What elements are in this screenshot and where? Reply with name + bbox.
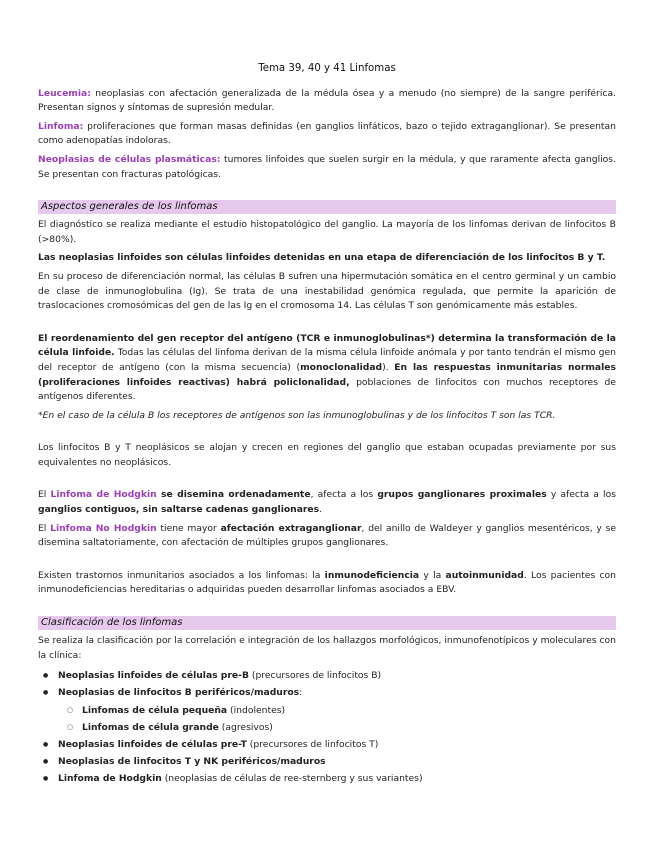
list-item [38, 770, 616, 787]
section-heading-aspectos: Aspectos generales de los linfomas [38, 200, 616, 214]
paragraph-reordenamiento [38, 332, 616, 405]
paragraph-hodgkin [38, 488, 616, 517]
list-item-text: : [299, 687, 303, 699]
list-item-text: (neoplasias de células de ree-sternberg y sus variantes) [161, 773, 423, 785]
list-item-bold: Linfomas de célula grande [82, 721, 219, 733]
text-span: . Los pacientes con inmunodeficiencias hereditarias o adquiridas pueden desarrollar linfomas asociados a EBV. [38, 569, 616, 596]
list-item-text: (agresivos) [218, 721, 273, 733]
text-span: ). [382, 361, 395, 373]
list-item-text: (precursores de linfocitos T) [246, 739, 379, 751]
text-span: . [319, 504, 323, 516]
text-span: y la [419, 569, 446, 581]
bold-span: se disemina ordenadamente [156, 489, 311, 501]
bold-statement: Las neoplasias linfoides son células linfoides detenidas en una etapa de diferenciación de los linfocitos B y T. [38, 252, 606, 264]
footnote: *En el caso de la célula B los receptores de antígenos son las inmunoglobulinas y de los linfocitos T son las TCR. [38, 409, 556, 421]
list-item-bold: Linfoma de Hodgkin [58, 773, 162, 785]
text-span: poblaciones de linfocitos con muchos receptores de antígenos diferentes. [38, 376, 616, 403]
list-item-bold: Neoplasias linfoides de células pre-B [58, 670, 249, 682]
bold-span: afectación extraganglionar [220, 522, 362, 534]
list-item-bold: Linfomas de célula pequeña [82, 704, 228, 716]
text-span: El [38, 522, 51, 534]
text-span: , afecta a los [310, 489, 378, 501]
paragraph-trastornos [38, 569, 616, 598]
term-plasmaticas: Neoplasias de células plasmáticas: [38, 153, 221, 165]
bold-inmunodeficiencia: inmunodeficiencia [324, 569, 420, 581]
text-span: El [38, 489, 51, 501]
paragraph-no-hodgkin [38, 522, 616, 551]
list-subitem [38, 719, 616, 736]
text-span: , del anillo de Waldeyer y ganglios mesentéricos, y se disemina saltatoriamente, con afectación de múltiples grupos ganglionares. [38, 522, 617, 549]
page-title: Tema 39, 40 y 41 Linfomas [258, 63, 396, 74]
text-span: y afecta a los [546, 489, 616, 501]
list-item-text: (indolentes) [227, 704, 286, 716]
definition-linfoma [38, 120, 616, 149]
bold-span: ganglios contiguos, sin saltarse cadenas ganglionares [38, 504, 320, 516]
term-leucemia: Leucemia: [38, 87, 91, 99]
paragraph-diagnostico: El diagnóstico se realiza mediante el estudio histopatológico del ganglio. La mayoría de los linfomas derivan de linfocitos B (>80%). [38, 219, 616, 245]
document-page [38, 62, 616, 788]
definition-text: tumores linfoides que suelen surgir en la médula, y que raramente afecta ganglios. Se presentan con fracturas patológicas. [38, 153, 616, 180]
definition-text: neoplasias con afectación generalizada de la médula ósea y a menudo (no siempre) de la sangre periférica. Presentan signos y síntomas de supresión medular. [38, 87, 616, 114]
list-item-bold: Neoplasias linfoides de células pre-T [58, 739, 247, 751]
bold-monoclonalidad: monoclonalidad [300, 361, 383, 373]
list-item-bold: Neoplasias de linfocitos B periféricos/maduros [58, 687, 300, 699]
list-item-bold: Neoplasias de linfocitos T y NK periféricos/maduros [58, 756, 326, 768]
definition-leucemia [38, 87, 616, 116]
text-span: tiene mayor [156, 522, 221, 534]
term-linfoma-hodgkin: Linfoma de Hodgkin [50, 489, 157, 501]
bold-reordenamiento: El reordenamiento del gen receptor del antígeno (TCR e inmunoglobulinas*) determina la transformación de la célula linfoide. [38, 332, 616, 359]
classification-list [38, 667, 616, 787]
term-linfoma-no-hodgkin: Linfoma No Hodgkin [50, 522, 157, 534]
bold-span: grupos ganglionares proximales [377, 489, 547, 501]
list-item [38, 684, 616, 701]
paragraph-clasificacion: Se realiza la clasificación por la correlación e integración de los hallazgos morfológicos, inmunofenotípicos y moleculares con la clínica: [38, 635, 616, 661]
list-item [38, 753, 616, 770]
paragraph-diferenciacion: En su proceso de diferenciación normal, las células B sufren una hipermutación somática en el centro germinal y un cambio de clase de inmunoglobulina (Ig). Se trata de una inestabilidad genómica regulada, que permite la aparición de traslocaciones cromosómicas del gen de las Ig en el cromosoma 14. Las células T son genómicamente más estables. [38, 270, 616, 312]
bold-autoinmunidad: autoinmunidad [445, 569, 524, 581]
list-item [38, 667, 616, 684]
list-item [38, 736, 616, 753]
list-item-text: (precursores de linfocitos B) [248, 670, 382, 682]
bold-policlonalidad: En las respuestas inmunitarias normales (proliferaciones linfoides reactivas) habrá policlonalidad, [38, 361, 616, 388]
paragraph-neoplasias-bold [38, 251, 616, 266]
section-heading-clasificacion: Clasificación de los linfomas [38, 616, 616, 630]
definition-text: proliferaciones que forman masas definidas (en ganglios linfáticos, bazo o tejido extraganglionar). Se presentan como adenopatías indoloras. [38, 120, 616, 147]
definition-plasmaticas [38, 153, 616, 182]
term-linfoma: Linfoma: [38, 120, 84, 132]
paragraph-linfocitos-neoplasicos: Los linfocitos B y T neoplásicos se alojan y crecen en regiones del ganglio que estaban ocupadas previamente por sus equivalentes no neoplásicos. [38, 442, 616, 468]
text-span: Todas las células del linfoma derivan de la misma célula linfoide anómala y por tanto tendrán el mismo gen del receptor de antígeno (con la misma secuencia) ( [38, 347, 616, 373]
list-subitem [38, 702, 616, 719]
text-span: Existen trastornos inmunitarios asociados a los linfomas: la [38, 569, 325, 581]
